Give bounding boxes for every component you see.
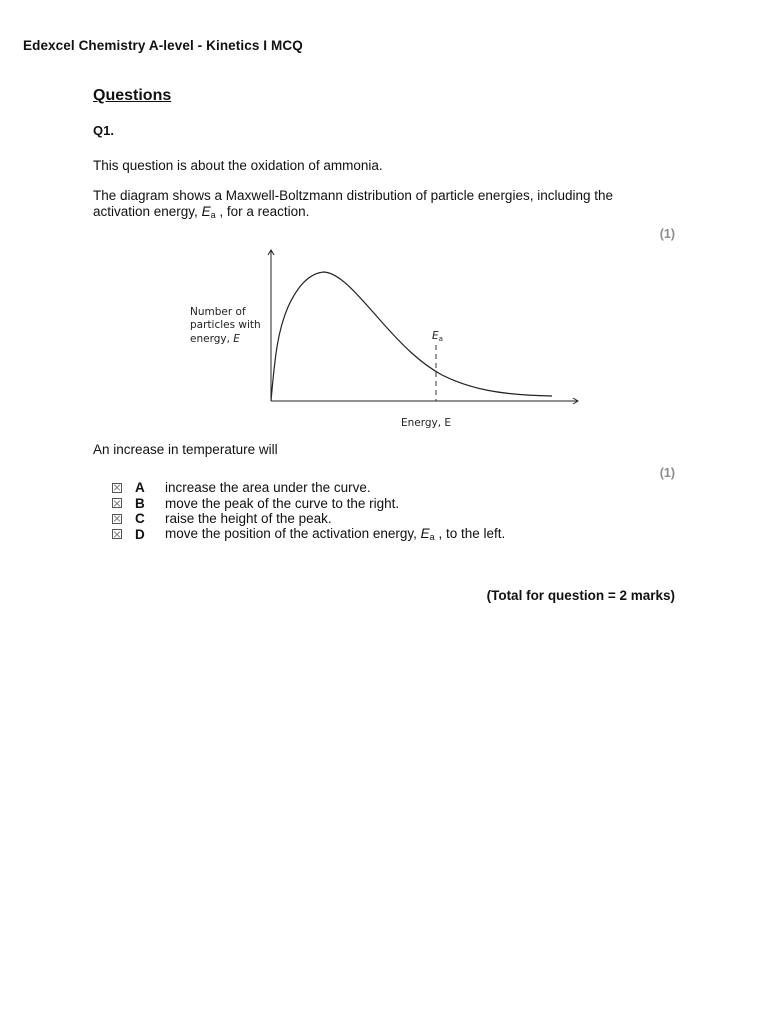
- x-label: Energy, E: [401, 417, 452, 429]
- section-heading: Questions: [93, 87, 172, 104]
- option-text-before: move the position of the activation energy,: [165, 526, 421, 542]
- option-text: move the peak of the curve to the right.: [165, 495, 400, 511]
- question-number: Q1.: [93, 123, 114, 138]
- option-b[interactable]: [112, 496, 505, 512]
- ea-symbol: E: [420, 526, 430, 542]
- marks-part1: (1): [659, 227, 675, 241]
- diagram-text-after: , for a reaction.: [215, 204, 310, 219]
- total-marks: (Total for question = 2 marks): [486, 588, 675, 603]
- diagram-text-before: The diagram shows a Maxwell-Boltzmann distribution of particle energies, including the activation energy,: [93, 188, 614, 219]
- ea-symbol: E: [201, 204, 211, 219]
- y-label-line1: Number of: [190, 306, 246, 318]
- option-letter: D: [135, 526, 145, 542]
- checkbox-icon[interactable]: [112, 514, 122, 524]
- option-c[interactable]: [112, 511, 505, 527]
- option-text: [165, 526, 505, 542]
- diagram-description: [93, 188, 673, 223]
- document-header: Edexcel Chemistry A-level - Kinetics I MCQ: [23, 38, 303, 53]
- option-text-after: , to the left.: [434, 526, 506, 542]
- checkbox-icon[interactable]: [112, 483, 122, 493]
- ea-label: [432, 330, 443, 343]
- option-d[interactable]: [112, 527, 505, 543]
- option-letter: A: [135, 480, 145, 496]
- y-label-line3: energy, E: [190, 333, 240, 345]
- option-text: increase the area under the curve.: [165, 480, 371, 496]
- question-stem: An increase in temperature will: [93, 442, 278, 457]
- distribution-curve: [271, 272, 552, 401]
- y-label-line2: particles with: [190, 319, 261, 331]
- checkbox-icon[interactable]: [112, 498, 122, 508]
- option-text: raise the height of the peak.: [165, 511, 332, 527]
- marks-part2: (1): [659, 466, 675, 480]
- ea-subscript: a: [210, 210, 216, 220]
- option-letter: C: [135, 511, 145, 527]
- ea-subscript: a: [429, 532, 435, 543]
- question-intro: This question is about the oxidation of ammonia.: [93, 158, 383, 173]
- answer-options: [112, 480, 505, 542]
- ea-label-sub: a: [438, 335, 443, 343]
- ea-label-letter: E: [432, 330, 439, 342]
- maxwell-boltzmann-diagram: [180, 245, 590, 435]
- option-a[interactable]: [112, 480, 505, 496]
- option-letter: B: [135, 495, 145, 511]
- checkbox-icon[interactable]: [112, 529, 122, 539]
